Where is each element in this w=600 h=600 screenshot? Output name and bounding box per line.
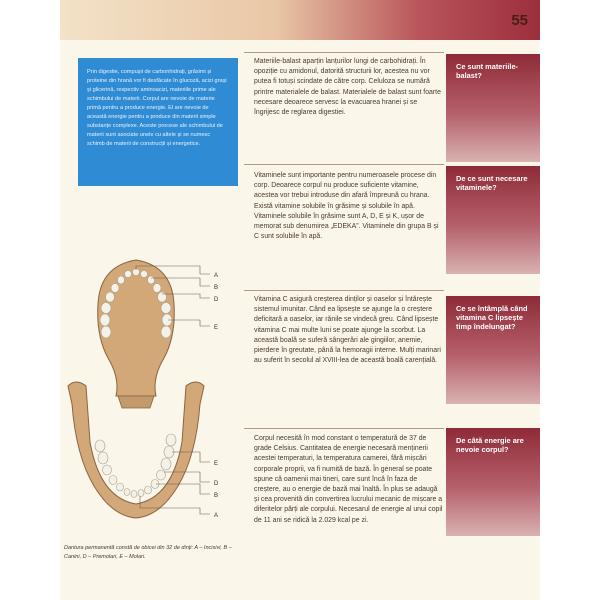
lower-label-b: B	[214, 493, 219, 499]
lower-label-d: D	[214, 481, 219, 487]
upper-label-b: B	[214, 285, 219, 291]
figure-caption: Dantura permanentă constă de obicei din 32 de dinți: A – Incisivi, B – Canini, D – Premolari, E – Molari.	[64, 545, 232, 560]
teeth-illustration	[60, 246, 240, 546]
right-margin	[540, 0, 600, 600]
section-divider	[244, 290, 444, 291]
question-text: De ce sunt necesare vitaminele?	[456, 174, 528, 192]
paragraph-text: Vitaminele sunt importante pentru numeroasele procese din corp. Deoarece corpul nu produce suficiente vitamine, acestea vor trebui introduse din afară împreună cu hrana. Există vitamine solubile în grăsime și solubile în apă. Vitaminele solubile în grăsime sunt A, D, E și K, ușor de memorat sub denumirea „EDEKA”. Vitaminele din grupa B și C sunt solubile în apă.	[254, 172, 439, 241]
question-box-4	[446, 428, 540, 536]
upper-label-d: D	[214, 297, 219, 303]
section-paragraph-3	[254, 295, 444, 366]
upper-label-a: A	[214, 273, 219, 279]
section-paragraph-1	[254, 57, 444, 118]
section-divider	[244, 52, 444, 53]
maxilla-base	[118, 396, 154, 408]
intro-text: Prin digestie, compușii de carbonhidrați, grăsimi și proteine din hrană vor fi desfăcate în glucoză, acizi grași și glicerină, respectiv aminoacizi, materiile prime ale schimbului de materii. Corpul are nevoie de materie primă pentru a produce energie. El are nevoie de această energie pentru a produce din materii simple substanțe complexe. Aceste procese ale schimbului de materii sunt asociate unele cu altele și se numesc schimb de materii de construcții și energetice.	[87, 69, 227, 147]
question-text: Ce sunt materiile-balast?	[456, 62, 519, 80]
paragraph-text: Vitamina C asigură creșterea dinților și oaselor și întărește sistemul imunitar. Când ea lipsește se ajunge la o creștere deficitară a oaselor, iar rănile se vindecă greu. Când lipsește vitamina C mai multe luni se poate ajunge la scorbut. La această boală se suferă sângerări ale gingiilor, anemie, pierdere în greutate, până la hemoragii interne. Mulți marinari au suferit în secolul al XVIII-lea de această boală carențială.	[254, 296, 441, 365]
section-paragraph-2	[254, 171, 444, 242]
section-divider	[244, 164, 444, 165]
page-number: 55	[511, 12, 528, 29]
lower-label-e: E	[214, 461, 219, 467]
header-bar	[60, 0, 540, 40]
intro-box	[78, 58, 238, 186]
section-divider	[244, 428, 444, 429]
question-box-2	[446, 166, 540, 274]
lower-label-a: A	[214, 513, 219, 519]
paragraph-text: Materiile-balast aparțin lanțurilor lungi de carbohidrați. În opoziție cu amidonul, datorită structurii lor, acestea nu vor putea fi totuși scindate de către corp. Celuloza se numără printre materialele de balast. Materialele de balast sunt foarte necesare deoarece servesc la evacuarea hranei și se îngrijesc de reglarea digestiei.	[254, 58, 441, 117]
question-text: De câtă energie are nevoie corpul?	[456, 436, 524, 454]
section-paragraph-4	[254, 434, 444, 526]
upper-label-e: E	[214, 325, 219, 331]
question-text: Ce se întâmplă când vitamina C lipsește timp îndelungat?	[456, 304, 528, 331]
question-box-1	[446, 54, 540, 162]
question-box-3	[446, 296, 540, 404]
left-margin	[0, 0, 60, 600]
paragraph-text: Corpul necesită în mod constant o temperatură de 37 de grade Celsius. Cantitatea de energie necesară menținerii acestei temperaturi, la temperatura camerei, fără mișcări corporale proprii, va fi numită de bază. În general se poate spune că oamenii mai tineri, care sunt încă în faza de creștere, au o energie de bază mai înaltă. În plus se adaugă și cea provenită din convertirea lucrului mecanic de mișcare a diferitelor părți ale corpului. Necesarul de energie al unui copil de 11 ani se ridică la 2.029 kcal pe zi.	[254, 435, 443, 524]
